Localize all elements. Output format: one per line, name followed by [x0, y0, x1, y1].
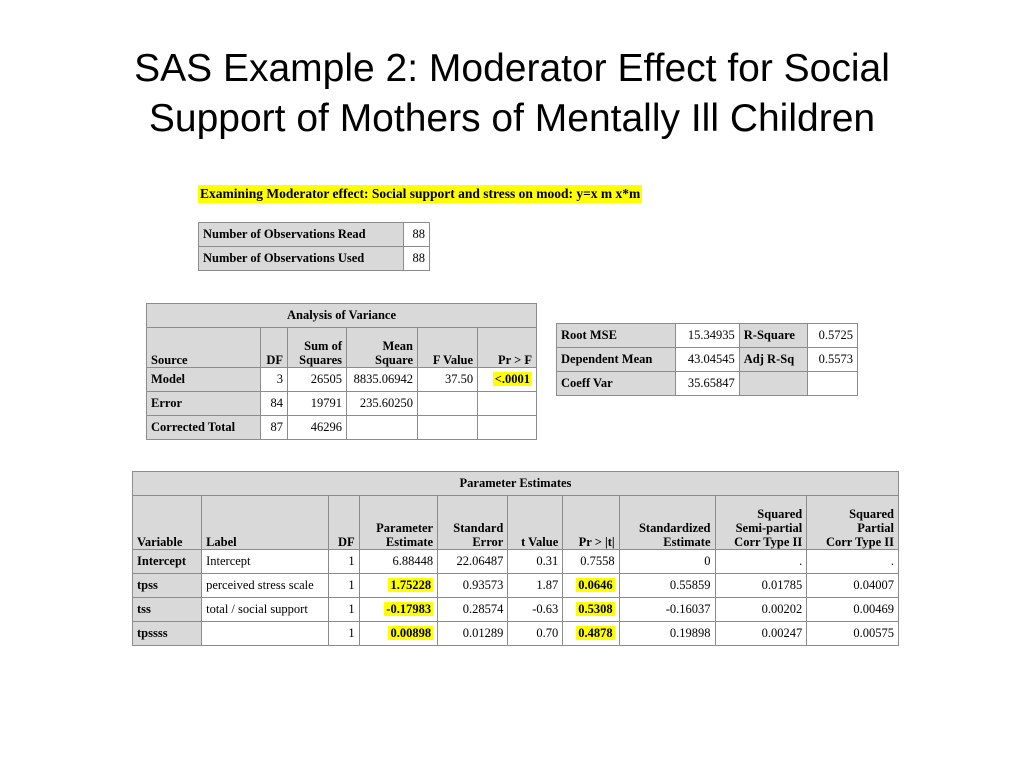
fit-label: Root MSE	[557, 324, 676, 348]
param-se: 0.28574	[438, 598, 508, 622]
param-estimate-cell	[359, 574, 437, 598]
param-t: 0.70	[508, 622, 563, 646]
params-caption: Parameter Estimates	[133, 472, 899, 496]
anova-header-p: Pr > F	[478, 328, 537, 368]
table-row	[199, 247, 430, 271]
anova-source: Error	[147, 392, 261, 416]
table-row	[147, 416, 537, 440]
param-t: 0.31	[508, 550, 563, 574]
fit-value-2	[808, 372, 858, 396]
param-variable: Intercept	[133, 550, 202, 574]
table-row	[557, 324, 858, 348]
params-header-t: t Value	[508, 496, 563, 550]
observations-table	[198, 222, 430, 271]
table-row	[557, 372, 858, 396]
param-estimate-cell	[359, 622, 437, 646]
param-estimate-cell	[359, 598, 437, 622]
anova-f	[418, 416, 478, 440]
table-row	[199, 223, 430, 247]
param-p-highlight: 0.4878	[578, 626, 613, 640]
param-p-cell	[563, 574, 619, 598]
param-std: 0.19898	[619, 622, 715, 646]
param-estimate-highlight: 1.75228	[390, 578, 432, 592]
params-header-p: Pr > |t|	[563, 496, 619, 550]
anova-ss: 19791	[288, 392, 347, 416]
anova-ms: 235.60250	[347, 392, 418, 416]
param-df: 1	[329, 622, 360, 646]
param-estimate-highlight: -0.17983	[386, 602, 432, 616]
slide-title	[40, 44, 984, 144]
params-header-estimate	[359, 496, 437, 550]
title-line-2: Support of Mothers of Mentally Ill Children	[148, 97, 876, 140]
fit-value: 43.04545	[676, 348, 740, 372]
params-header-semipartial	[715, 496, 807, 550]
anova-p	[478, 416, 537, 440]
fit-statistics-table	[556, 323, 858, 396]
param-df: 1	[329, 550, 360, 574]
header-line: Estimate	[663, 535, 711, 549]
anova-f	[418, 392, 478, 416]
table-row	[133, 598, 899, 622]
param-semipartial: 0.01785	[715, 574, 807, 598]
table-row	[557, 348, 858, 372]
anova-ms	[347, 416, 418, 440]
anova-header-ss: Sum of Squares	[288, 328, 347, 368]
obs-used-label: Number of Observations Used	[199, 247, 404, 271]
param-semipartial: 0.00247	[715, 622, 807, 646]
param-std: 0	[619, 550, 715, 574]
table-row	[147, 368, 537, 392]
param-label: Intercept	[202, 550, 329, 574]
param-variable: tpssss	[133, 622, 202, 646]
header-line: Error	[472, 535, 504, 549]
param-se: 0.01289	[438, 622, 508, 646]
header-line: Parameter	[376, 521, 434, 535]
anova-source: Corrected Total	[147, 416, 261, 440]
param-partial: 0.00575	[807, 622, 899, 646]
param-variable: tpss	[133, 574, 202, 598]
model-banner: Examining Moderator effect: Social support and stress on mood: y=x m x*m	[200, 186, 641, 201]
anova-header-ms: Mean Square	[347, 328, 418, 368]
header-line: Squared	[849, 507, 894, 521]
param-semipartial: .	[715, 550, 807, 574]
param-label: total / social support	[202, 598, 329, 622]
param-semipartial: 0.00202	[715, 598, 807, 622]
param-p: 0.7558	[563, 550, 619, 574]
anova-p-highlight: <.0001	[494, 372, 530, 386]
header-line: Corr Type II	[825, 535, 894, 549]
param-estimate-highlight: 0.00898	[390, 626, 432, 640]
fit-label: Coeff Var	[557, 372, 676, 396]
param-se: 0.93573	[438, 574, 508, 598]
param-df: 1	[329, 598, 360, 622]
obs-read-label: Number of Observations Read	[199, 223, 404, 247]
anova-df: 84	[261, 392, 288, 416]
anova-p	[478, 392, 537, 416]
anova-ss: 26505	[288, 368, 347, 392]
anova-table	[146, 303, 537, 440]
params-header-partial	[807, 496, 899, 550]
param-t: 1.87	[508, 574, 563, 598]
header-line: Semi-partial	[735, 521, 803, 535]
param-se: 22.06487	[438, 550, 508, 574]
param-p-highlight: 0.0646	[578, 578, 613, 592]
param-estimate: 6.88448	[359, 550, 437, 574]
fit-label-2: Adj R-Sq	[739, 348, 808, 372]
params-header-df: DF	[329, 496, 360, 550]
anova-header-source: Source	[147, 328, 261, 368]
header-line: Partial	[857, 521, 894, 535]
param-label	[202, 622, 329, 646]
anova-header-df: DF	[261, 328, 288, 368]
params-header-variable: Variable	[133, 496, 202, 550]
obs-read-value: 88	[404, 223, 430, 247]
obs-used-value: 88	[404, 247, 430, 271]
header-line: Squared	[757, 507, 803, 521]
param-p-highlight: 0.5308	[578, 602, 613, 616]
table-header-row	[133, 496, 899, 550]
table-row	[133, 550, 899, 574]
fit-value: 15.34935	[676, 324, 740, 348]
fit-value-2: 0.5725	[808, 324, 858, 348]
anova-df: 87	[261, 416, 288, 440]
anova-p-cell	[478, 368, 537, 392]
params-header-se	[438, 496, 508, 550]
params-header-label: Label	[202, 496, 329, 550]
param-p-cell	[563, 598, 619, 622]
fit-value: 35.65847	[676, 372, 740, 396]
anova-df: 3	[261, 368, 288, 392]
anova-f: 37.50	[418, 368, 478, 392]
header-line: Estimate	[385, 535, 434, 549]
param-partial: .	[807, 550, 899, 574]
param-partial: 0.00469	[807, 598, 899, 622]
param-std: -0.16037	[619, 598, 715, 622]
fit-value-2: 0.5573	[808, 348, 858, 372]
anova-ss: 46296	[288, 416, 347, 440]
param-partial: 0.04007	[807, 574, 899, 598]
anova-source: Model	[147, 368, 261, 392]
fit-label-2	[739, 372, 808, 396]
fit-label-2: R-Square	[739, 324, 808, 348]
param-label: perceived stress scale	[202, 574, 329, 598]
anova-ms: 8835.06942	[347, 368, 418, 392]
table-row	[133, 622, 899, 646]
param-t: -0.63	[508, 598, 563, 622]
header-line: Corr Type II	[734, 535, 803, 549]
param-variable: tss	[133, 598, 202, 622]
param-std: 0.55859	[619, 574, 715, 598]
header-line: Standard	[453, 521, 504, 535]
table-header-row	[147, 328, 537, 368]
param-p-cell	[563, 622, 619, 646]
anova-header-f: F Value	[418, 328, 478, 368]
header-line: Standardized	[638, 521, 711, 535]
anova-caption: Analysis of Variance	[147, 304, 537, 328]
params-header-std	[619, 496, 715, 550]
parameter-estimates-table	[132, 471, 899, 646]
table-row	[133, 574, 899, 598]
title-line-1: SAS Example 2: Moderator Effect for Social	[134, 47, 890, 90]
fit-label: Dependent Mean	[557, 348, 676, 372]
table-row	[147, 392, 537, 416]
param-df: 1	[329, 574, 360, 598]
